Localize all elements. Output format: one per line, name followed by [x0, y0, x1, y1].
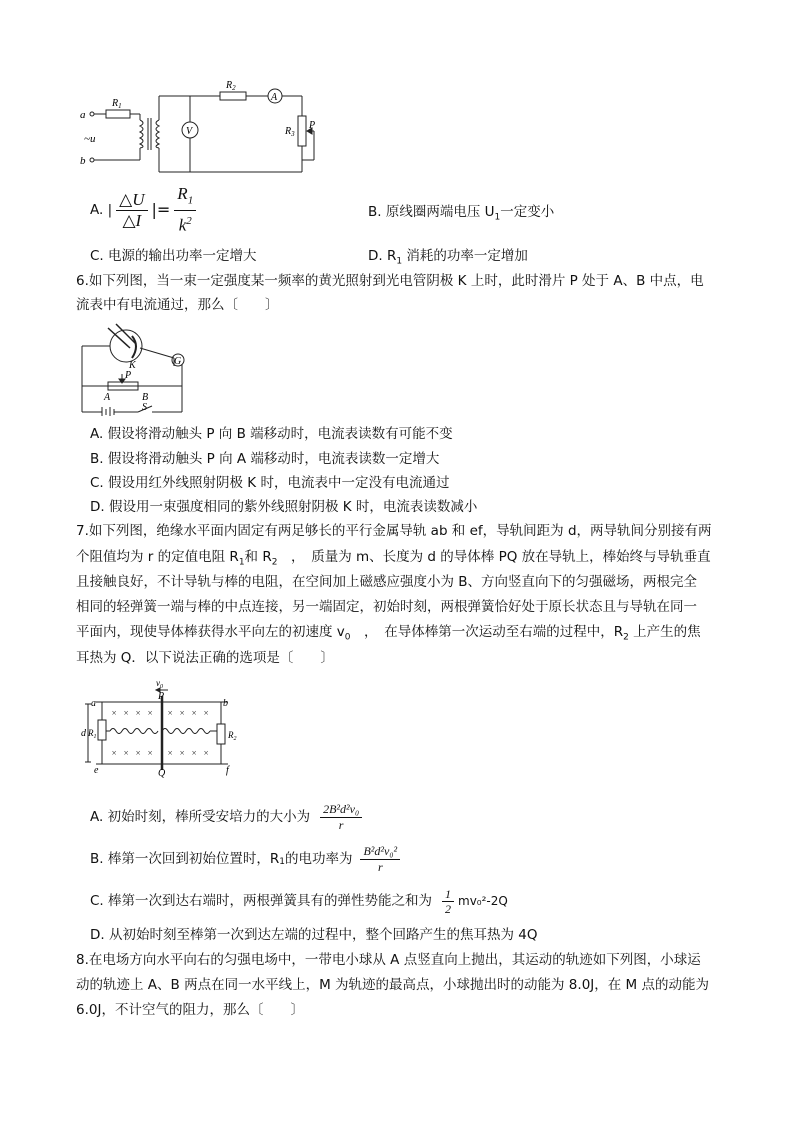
source-label: ~u [84, 133, 96, 145]
q7-stem-line3: 且接触良好，不计导轨与棒的电阻，在空间加上磁感应强度小为 B、方向竖直向下的匀强磁场，两根完全 [76, 574, 698, 590]
point-e-label: e [94, 765, 99, 776]
q6-stem-line1: 6.如下列图，当一束一定强度某一频率的黄光照射到光电管阴极 K 上时，此时滑片 P 处于 A、B 中点，电 [76, 273, 704, 289]
v0-label: $v_0$ [156, 678, 163, 690]
slider-P-label: P [309, 120, 316, 131]
q6-option-C[interactable]: C. 假设用红外线照射阴极 K 时，电流表中一定没有电流通过 [90, 475, 450, 491]
ammeter-label: A [271, 92, 278, 103]
svg-text:×: × [147, 708, 154, 718]
svg-text:×: × [167, 748, 174, 758]
q6-option-B[interactable]: B. 假设将滑动触头 P 向 A 端移动时，电流表读数一定增大 [90, 451, 440, 467]
q7-option-A[interactable]: A. 初始时刻，棒所受安培力的大小为 $\frac{\text{2B²d²v₀}}{r}$ [90, 800, 362, 834]
q5-A-rhs-fraction: $\frac{R_1}{k^2}$ [174, 184, 196, 236]
q6-stem-line2: 流表中有电流通过，那么〔 〕 [76, 297, 279, 313]
point-a-label: a [91, 698, 96, 709]
R1-label: $R_1$ [88, 728, 97, 740]
transformer-circuit-figure [78, 76, 338, 178]
svg-text:×: × [135, 748, 142, 758]
voltmeter-label: V [186, 126, 193, 137]
svg-text:×: × [179, 708, 186, 718]
q7-stem-line6: 耳热为 Q．以下说法正确的选项是〔 〕 [76, 650, 334, 666]
q7-stem-line1: 7.如下列图，绝缘水平面内固定有两足够长的平行金属导轨 ab 和 ef，导轨间距为 d，两导轨间分别接有两 [76, 523, 712, 539]
terminal-a-label: a [80, 109, 86, 121]
q7-option-B[interactable]: B. 棒第一次回到初始位置时，R $_1$ 的电功率为 $\frac{\text{B²d²v₀²}}{r}$ [90, 842, 400, 876]
R2-label: $R_2$ [226, 80, 236, 92]
svg-text:×: × [111, 748, 118, 758]
R3-label: $R_3$ [285, 126, 295, 138]
q8-stem-line2: 动的轨迹上 A、B 两点在同一水平线上，M 为轨迹的最高点，小球抛出时的动能为 8.0J，在 M 点的动能为 [76, 977, 709, 993]
phototube-circuit-figure [78, 322, 190, 416]
q5-A-fraction: $\frac{\triangle U}{\triangle I}$ [116, 190, 147, 231]
rail-magnetic-field-figure [78, 676, 248, 778]
distance-d-label: d [81, 728, 86, 739]
point-b-label: b [223, 698, 228, 709]
q7-stem-line2: 个阻值均为 r 的定值电阻 $R_1$和 $R_2$ ， 质量为 m、长度为 d 的导体棒 PQ 放在导轨上，棒始终与导轨垂直 [76, 549, 711, 568]
rod-Q-label: Q [158, 768, 166, 778]
svg-text:×: × [203, 748, 210, 758]
svg-text:×: × [111, 708, 118, 718]
point-f-label: f [226, 765, 229, 776]
galvanometer-label: G [174, 356, 182, 367]
point-B-label: B [142, 392, 149, 403]
q5-option-C[interactable]: C. 电源的输出功率一定增大 [90, 248, 257, 264]
q7-stem-line4: 相同的轻弹簧一端与棒的中点连接，另一端固定，初始时刻，两根弹簧恰好处于原长状态且与导轨在同一 [76, 599, 697, 615]
q7-option-D[interactable]: D. 从初始时刻至棒第一次到达左端的过程中，整个回路产生的焦耳热为 4Q [90, 927, 538, 943]
switch-S-label: S [142, 402, 147, 413]
svg-text:×: × [203, 708, 210, 718]
svg-text:×: × [147, 748, 154, 758]
R2-label: $R_2$ [228, 730, 237, 742]
R1-label: $R_1$ [112, 98, 122, 110]
q7-option-C[interactable]: C. 棒第一次到达右端时，两根弹簧具有的弹性势能之和为 $\frac{1}{2}$ mv₀²-2Q [90, 886, 508, 916]
cathode-K-label: K [129, 360, 136, 371]
q5-option-D[interactable]: D. $R_1$ 消耗的功率一定增加 [368, 248, 528, 267]
slider-P-label: P [125, 370, 132, 381]
q7-stem-line5: 平面内，现使导体棒获得水平向左的初速度 $v_0$ ， 在导体棒第一次运动至右端的过程中，$R_2$ 上产生的焦 [76, 624, 701, 643]
q8-stem-line1: 8.在电场方向水平向右的匀强电场中，一带电小球从 A 点竖直向上抛出，其运动的轨迹如下列图，小球运 [76, 952, 701, 968]
rod-P-label: P [158, 691, 165, 702]
terminal-b-label: b [80, 155, 86, 167]
svg-text:×: × [123, 708, 130, 718]
svg-text:×: × [191, 708, 198, 718]
svg-text:×: × [123, 748, 130, 758]
svg-text:×: × [191, 748, 198, 758]
q8-stem-line3: 6.0J，不计空气的阻力，那么〔 〕 [76, 1002, 304, 1018]
q5-option-B[interactable]: B. 原线圈两端电压 $U_1$一定变小 [368, 204, 555, 223]
q6-option-A[interactable]: A. 假设将滑动触头 P 向 B 端移动时，电流表读数有可能不变 [90, 426, 453, 442]
svg-text:×: × [179, 748, 186, 758]
q5-option-A[interactable]: A. | $\frac{\triangle U}{\triangle I}$ |= $\frac{R_1}{k^2}$ [90, 188, 196, 232]
point-A-label: A [104, 392, 111, 403]
svg-text:×: × [167, 708, 174, 718]
svg-text:×: × [135, 708, 142, 718]
q6-option-D[interactable]: D. 假设用一束强度相同的紫外线照射阴极 K 时，电流表读数减小 [90, 499, 478, 515]
